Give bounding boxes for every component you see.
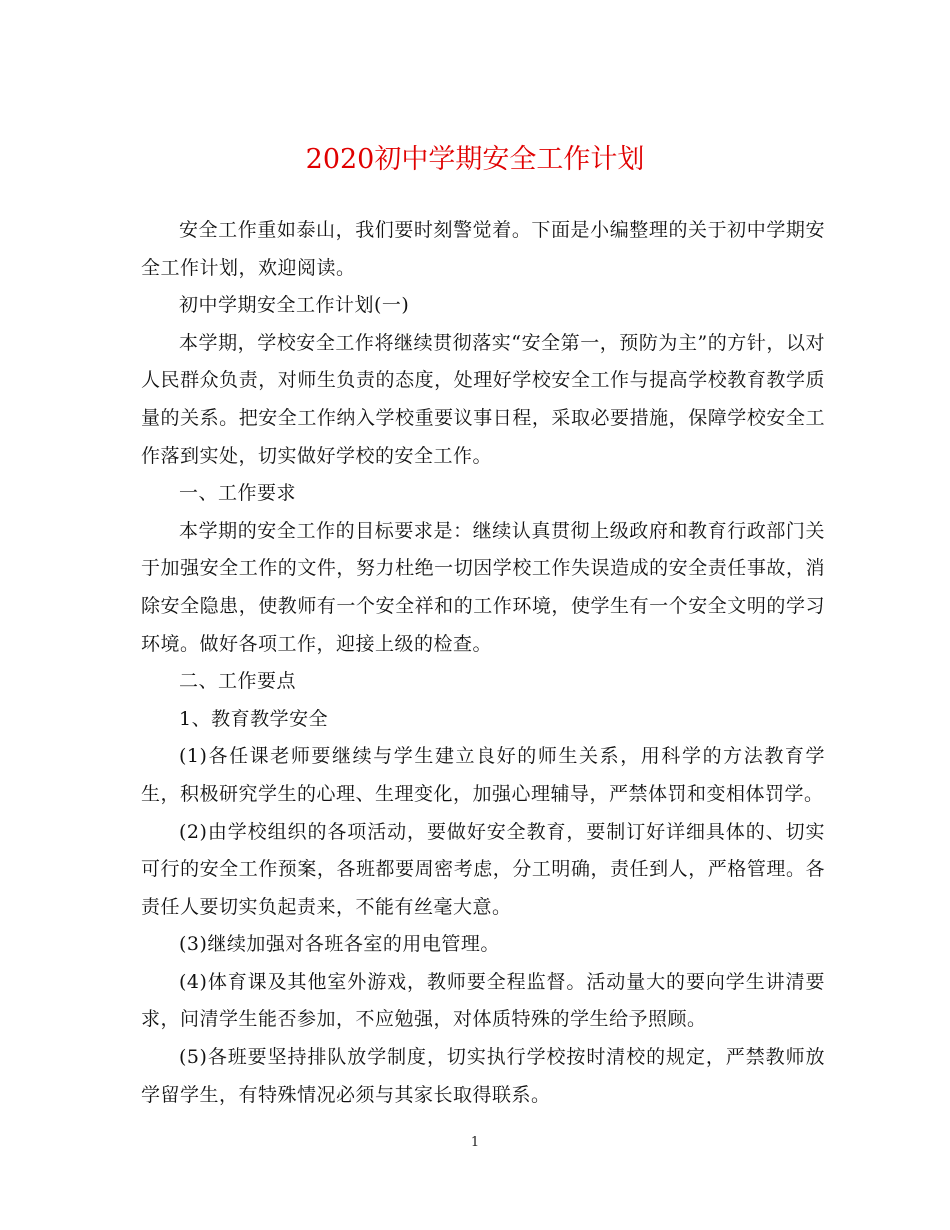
section-heading-plan-one: 初中学期安全工作计划(一) — [179, 294, 410, 317]
intro-paragraph: 安全工作重如泰山，我们要时刻警觉着。下面是小编整理的关于初中学期安全工作计划，欢迎阅读。 — [141, 219, 825, 279]
section-heading-key-points: 二、工作要点 — [179, 670, 297, 693]
subsection-heading: 1、教育教学安全 — [179, 707, 329, 730]
page-number: 1 — [470, 1135, 480, 1150]
document-body — [141, 212, 825, 1114]
list-item: (2)由学校组织的各项活动，要做好安全教育，要制订好详细具体的、切实可行的安全工作预案，各班都要周密考虑，分工明确，责任到人，严格管理。各责任人要切实负起责来，不能有丝毫大意。 — [141, 820, 825, 918]
body-paragraph: 本学期，学校安全工作将继续贯彻落实“安全第一，预防为主”的方针，以对人民群众负责，对师生负责的态度，处理好学校安全工作与提高学校教育教学质量的关系。把安全工作纳入学校重要议事日程，采取必要措施，保障学校安全工作落到实处，切实做好学校的安全工作。 — [141, 331, 825, 467]
section-heading-requirements: 一、工作要求 — [179, 482, 297, 505]
list-item: (3)继续加强对各班各室的用电管理。 — [179, 933, 500, 956]
list-item: (4)体育课及其他室外游戏，教师要全程监督。活动量大的要向学生讲清要求，问清学生能否参加，不应勉强，对体质特殊的学生给予照顾。 — [141, 970, 825, 1031]
list-item: (1)各任课老师要继续与学生建立良好的师生关系，用科学的方法教育学生，积极研究学生的心理、生理变化，加强心理辅导，严禁体罚和变相体罚学。 — [141, 745, 825, 805]
document-title: 2020初中学期安全工作计划 — [305, 144, 645, 175]
body-paragraph: 本学期的安全工作的目标要求是：继续认真贯彻上级政府和教育行政部门关于加强安全工作的文件，努力杜绝一切因学校工作失误造成的安全责任事故，消除安全隐患，使教师有一个安全祥和的工作环境，使学生有一个安全文明的学习环境。做好各项工作，迎接上级的检查。 — [141, 519, 825, 655]
list-item: (5)各班要坚持排队放学制度，切实执行学校按时清校的规定，严禁教师放学留学生，有特殊情况必须与其家长取得联系。 — [141, 1046, 825, 1106]
